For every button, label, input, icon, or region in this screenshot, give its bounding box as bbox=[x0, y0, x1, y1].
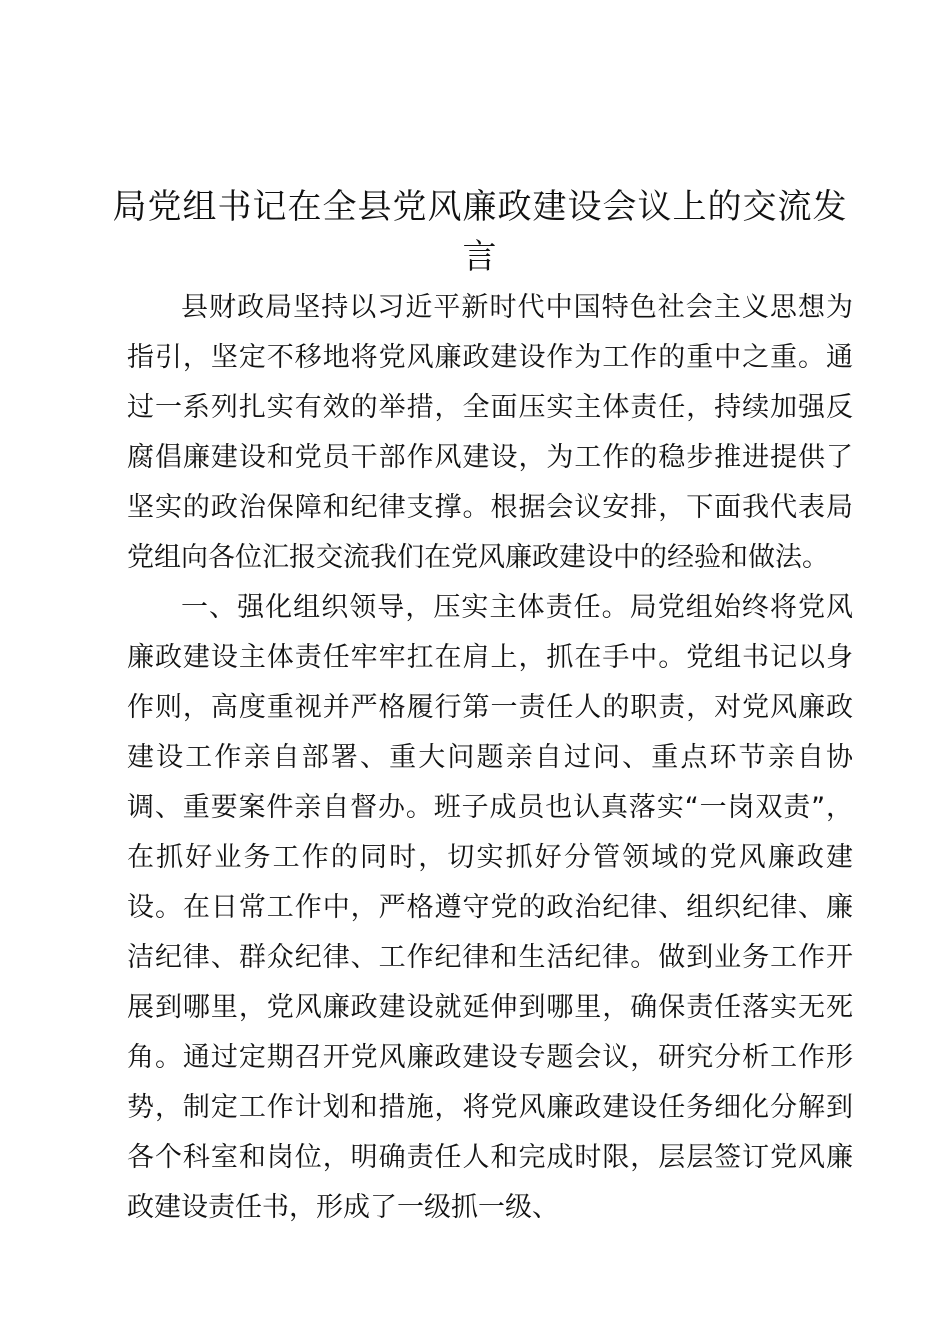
paragraph-intro: 县财政局坚持以习近平新时代中国特色社会主义思想为指引，坚定不移地将党风廉政建设作为工作的重中之重。通过一系列扎实有效的举措，全面压实主体责任，持续加强反腐倡廉建设和党员干部作风建设，为工作的稳步推进提供了坚实的政治保障和纪律支撑。根据会议安排，下面我代表局党组向各位汇报交流我们在党风廉政建设中的经验和做法。 bbox=[127, 292, 853, 573]
document-title: 局党组书记在全县党风廉政建设会议上的交流发言 bbox=[112, 187, 848, 277]
document-body bbox=[127, 283, 853, 1233]
paragraph-section-1: 一、强化组织领导，压实主体责任。局党组始终将党风廉政建设主体责任牢牢扛在肩上，抓在手中。党组书记以身作则，高度重视并严格履行第一责任人的职责，对党风廉政建设工作亲自部署、重大问题亲自过问、重点环节亲自协调、重要案件亲自督办。班子成员也认真落实“一岗双责”，在抓好业务工作的同时，切实抓好分管领域的党风廉政建设。在日常工作中，严格遵守党的政治纪律、组织纪律、廉洁纪律、群众纪律、工作纪律和生活纪律。做到业务工作开展到哪里，党风廉政建设就延伸到哪里，确保责任落实无死角。通过定期召开党风廉政建设专题会议，研究分析工作形势，制定工作计划和措施，将党风廉政建设任务细化分解到各个科室和岗位，明确责任人和完成时限，层层签订党风廉政建设责任书，形成了一级抓一级、 bbox=[127, 592, 853, 1223]
